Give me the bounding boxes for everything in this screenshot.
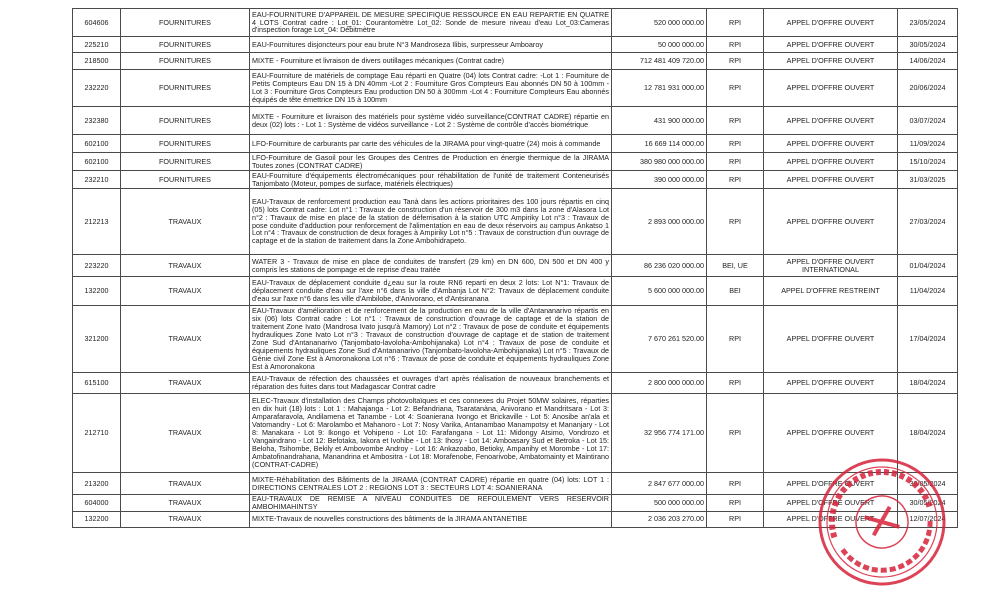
row-type: FOURNITURES — [121, 53, 250, 70]
table-row — [73, 171, 958, 189]
row-date: 30/05/2024 — [898, 495, 958, 512]
row-funding-source: RPI — [707, 135, 764, 153]
row-funding-source: RPI — [707, 394, 764, 473]
row-type: TRAVAUX — [121, 255, 250, 277]
row-code: 225210 — [73, 37, 121, 53]
row-code: 602100 — [73, 153, 121, 171]
row-amount: 7 670 261 520.00 — [612, 306, 707, 373]
row-amount: 12 781 931 000.00 — [612, 70, 707, 107]
row-procurement-mode: APPEL D'OFFRE OUVERT — [764, 70, 898, 107]
row-procurement-mode: APPEL D'OFFRE OUVERT — [764, 473, 898, 495]
row-type: TRAVAUX — [121, 495, 250, 512]
row-type: TRAVAUX — [121, 189, 250, 255]
row-amount: 2 800 000 000.00 — [612, 373, 707, 394]
row-code: 604606 — [73, 9, 121, 37]
row-amount: 380 980 000 000.00 — [612, 153, 707, 171]
procurement-table — [72, 8, 958, 528]
row-procurement-mode: APPEL D'OFFRE OUVERT — [764, 107, 898, 135]
row-funding-source: RPI — [707, 107, 764, 135]
row-code: 615100 — [73, 373, 121, 394]
row-procurement-mode: APPEL D'OFFRE RESTREINT — [764, 277, 898, 306]
row-procurement-mode: APPEL D'OFFRE OUVERT — [764, 373, 898, 394]
procurement-table-body — [73, 9, 958, 528]
row-date: 20/06/2024 — [898, 70, 958, 107]
row-amount: 500 000 000.00 — [612, 495, 707, 512]
row-funding-source: RPI — [707, 9, 764, 37]
row-funding-source: RPI — [707, 189, 764, 255]
row-code: 212710 — [73, 394, 121, 473]
row-type: TRAVAUX — [121, 394, 250, 473]
row-date: 31/03/2025 — [898, 171, 958, 189]
row-type: TRAVAUX — [121, 511, 250, 527]
row-description: EAU-Travaux de renforcement production eau Tanà dans les actions prioritaires des 100 jours répartis en cinq (05) lots Contrat cadre: Lot n°1 : Travaux de construction d'un réservoir de 300 m3 dans la zone d'Alasora Lot n°2 : Travaux de mise en place de la station de déferrisation à la station UTC Ampiriky Lot n°3 : Travaux de pose conduite d'adduction pour renforcement de l'alimentation en eau de deux réservoirs au campus Ankatso 1 Lot n°4 : Travaux de construction de deux forages à Ampiriky Lot n°5 : Travaux de construction d'un ouvrage de captage et de la station de traitement dans la Zone Ambohidrapeto. — [250, 189, 612, 255]
table-row — [73, 277, 958, 306]
row-code: 602100 — [73, 135, 121, 153]
table-row — [73, 306, 958, 373]
row-procurement-mode: APPEL D'OFFRE OUVERT — [764, 37, 898, 53]
row-description: EAU-FOURNITURE D'APPAREIL DE MESURE SPECIFIQUE RESSOURCE EN EAU REPARTIE EN QUATRE 4 LOTS Contrat cadre : Lot_01: Courantomètre Lot_02: Sonde de mesure niveau d'eau Lot_03:Cameras d'inspection forage Lot_04: Débitmètre — [250, 9, 612, 37]
table-row — [73, 373, 958, 394]
row-procurement-mode: APPEL D'OFFRE OUVERT — [764, 135, 898, 153]
row-funding-source: RPI — [707, 70, 764, 107]
row-description: ELEC-Travaux d'installation des Champs photovoltaïques et ces connexes du Projet 50MW solaires, réparties en dix huit (18) lots : Lot 1 : Mahajanga - Lot 2: Befandriana, Tsaratanàna, Anivorano et Mandritsara - Lot 3: Amparafaravola, Andilamena et Tanambe - Lot 4: Soanierana Ivongo et Brickaville - Lot 5: Anosibe an'ala et Vatomandry - Lot 6: Marolambo et Mahanoro - Lot 7: Nosy Varika, Antanambao Manampotsy et Mananjary - Lot 8: Manakara - Lot 9: Ikongo et Vohipeno - Lot 10: Farafangana - Lot 11: Midongy Atsimo, Vondrozo et Vangaindrano - Lot 12: Befotaka, Iakora et Ivohibe - Lot 13: Ihosy - Lot 14: Amboasary Sud et Betroka - Lot 15: Beloha, Tsihombe, Bekily et Ambovombe Androy - Lot 16: Ankazoabo, Betioky, Ampanihy et Morombe - Lot 17: Ambatofinandrahana, Manandrina et Ambositra - Lot 18: Morafenobe, Fenoarivobe, Ambatomainty et Maintirano (CONTRAT-CADRE) — [250, 394, 612, 473]
table-row — [73, 107, 958, 135]
row-date: 30/05/2024 — [898, 37, 958, 53]
row-procurement-mode: APPEL D'OFFRE OUVERT — [764, 189, 898, 255]
row-amount: 32 956 774 171.00 — [612, 394, 707, 473]
row-funding-source: RPI — [707, 373, 764, 394]
row-code: 232380 — [73, 107, 121, 135]
row-code: 132200 — [73, 277, 121, 306]
row-type: FOURNITURES — [121, 107, 250, 135]
row-code: 218500 — [73, 53, 121, 70]
row-procurement-mode: APPEL D'OFFRE OUVERT — [764, 495, 898, 512]
row-funding-source: RPI — [707, 511, 764, 527]
row-date: 11/09/2024 — [898, 135, 958, 153]
row-funding-source: RPI — [707, 37, 764, 53]
row-description: EAU-Travaux de réfection des chaussées et ouvrages d'art après réalisation de nouveaux branchements et réparation des fuites dans tout Madagascar Contrat cadre — [250, 373, 612, 394]
row-type: TRAVAUX — [121, 473, 250, 495]
row-funding-source: BEI, UE — [707, 255, 764, 277]
row-code: 212213 — [73, 189, 121, 255]
row-date: 17/04/2024 — [898, 306, 958, 373]
row-amount: 2 847 677 000.00 — [612, 473, 707, 495]
row-type: FOURNITURES — [121, 171, 250, 189]
row-type: FOURNITURES — [121, 37, 250, 53]
procurement-plan-page — [72, 8, 958, 528]
row-amount: 50 000 000.00 — [612, 37, 707, 53]
row-date: 23/05/2024 — [898, 9, 958, 37]
row-date: 30/05/2024 — [898, 473, 958, 495]
row-description: EAU-Fournitures disjoncteurs pour eau brute N°3 Mandroseza Ilibis, surpresseur Amboaroy — [250, 37, 612, 53]
row-procurement-mode: APPEL D'OFFRE OUVERT INTERNATIONAL — [764, 255, 898, 277]
row-type: FOURNITURES — [121, 153, 250, 171]
row-type: TRAVAUX — [121, 277, 250, 306]
row-date: 12/07/2024 — [898, 511, 958, 527]
row-amount: 86 236 020 000.00 — [612, 255, 707, 277]
table-row — [73, 135, 958, 153]
table-row — [73, 70, 958, 107]
row-procurement-mode: APPEL D'OFFRE OUVERT — [764, 306, 898, 373]
table-row — [73, 153, 958, 171]
row-type: FOURNITURES — [121, 9, 250, 37]
row-amount: 2 036 203 270.00 — [612, 511, 707, 527]
row-funding-source: RPI — [707, 306, 764, 373]
table-row — [73, 473, 958, 495]
row-description: EAU-Fourniture de matériels de comptage Eau réparti en Quatre (04) lots Contrat cadre: -Lot 1 : Fourniture de Petits Compteurs Eau DN 15 à DN 40mm -Lot 2 : Fourniture Gros Compteurs Eau abonnés DN 50 à 100mm -Lot 3 : Fourniture Gros Compteurs Eau production DN 50 à 300mm -Lot 4 : Fourniture Compteurs Eau abonnés équipés de tête émettrice DN 15 à 100mm — [250, 70, 612, 107]
row-description: WATER 3 - Travaux de mise en place de conduites de transfert (29 km) en DN 600, DN 500 et DN 400 y compris les stations de pompage et de reprise d'eau traitée — [250, 255, 612, 277]
row-date: 18/04/2024 — [898, 373, 958, 394]
table-row — [73, 255, 958, 277]
table-row — [73, 511, 958, 527]
row-procurement-mode: APPEL D'OFFRE OUVERT — [764, 394, 898, 473]
row-date: 11/04/2024 — [898, 277, 958, 306]
row-code: 232220 — [73, 70, 121, 107]
row-amount: 431 900 000.00 — [612, 107, 707, 135]
row-code: 213200 — [73, 473, 121, 495]
table-row — [73, 53, 958, 70]
row-funding-source: RPI — [707, 53, 764, 70]
row-date: 03/07/2024 — [898, 107, 958, 135]
row-amount: 2 893 000 000.00 — [612, 189, 707, 255]
row-code: 232210 — [73, 171, 121, 189]
row-description: MIXTE-Réhabilitation des Bâtiments de la JIRAMA (CONTRAT CADRE) répartie en quatre (04) lots: LOT 1 : DIRECTIONS CENTRALES LOT 2 : REGIONS LOT 3 : SECTEURS LOT 4: SOANIERANA — [250, 473, 612, 495]
row-code: 321200 — [73, 306, 121, 373]
table-row — [73, 37, 958, 53]
table-row — [73, 189, 958, 255]
row-date: 01/04/2024 — [898, 255, 958, 277]
row-funding-source: RPI — [707, 153, 764, 171]
row-date: 14/06/2024 — [898, 53, 958, 70]
row-code: 132200 — [73, 511, 121, 527]
row-description: MIXTE - Fourniture et livraison de divers outillages mécaniques (Contrat cadre) — [250, 53, 612, 70]
row-amount: 16 669 114 000.00 — [612, 135, 707, 153]
row-description: MIXTE-Travaux de nouvelles constructions des bâtiments de la JIRAMA ANTANETIBE — [250, 511, 612, 527]
row-type: TRAVAUX — [121, 373, 250, 394]
row-date: 15/10/2024 — [898, 153, 958, 171]
row-code: 223220 — [73, 255, 121, 277]
row-description: EAU-Travaux de déplacement conduite d¿eau sur la route RN6 reparti en deux 2 lots: Lot N°1: Travaux de déplacement conduite d'eau sur l'axe n°6 dans la ville d'Ambanja Lot N°2: Travaux de déplacement conduite d'eau sur l'axe n°6 dans les ville d'Ambilobe, d'Anivorano, et d'Antsiranana — [250, 277, 612, 306]
row-funding-source: RPI — [707, 495, 764, 512]
row-type: FOURNITURES — [121, 70, 250, 107]
row-procurement-mode: APPEL D'OFFRE OUVERT — [764, 9, 898, 37]
row-funding-source: RPI — [707, 171, 764, 189]
row-type: TRAVAUX — [121, 306, 250, 373]
table-row — [73, 394, 958, 473]
row-code: 604000 — [73, 495, 121, 512]
row-description: EAU-TRAVAUX DE REMISE A NIVEAU CONDUITES DE REFOULEMENT VERS RESERVOIR AMBOHIMAHINTSY — [250, 495, 612, 512]
row-description: LFO-Fourniture de carburants par carte des véhicules de la JIRAMA pour vingt-quatre (24) mois à commande — [250, 135, 612, 153]
row-amount: 712 481 409 720.00 — [612, 53, 707, 70]
row-procurement-mode: APPEL D'OFFRE OUVERT — [764, 53, 898, 70]
row-description: LFO-Fourniture de Gasoil pour les Groupes des Centres de Production en énergie thermique de la JIRAMA Toutes zones (CONTRAT CADRE) — [250, 153, 612, 171]
row-description: EAU-Travaux d'amélioration et de renforcement de la production en eau de la ville d'Antananarivo répartis en six (06) lots Contrat cadre : Lot n°1 : Travaux de construction d'ouvrage de captage et de la station de traitement Zone Ivato (Mandrosa Ivato jusqu'à Mamory) Lot n°2 : Travaux de pose de conduite et équipements hydrauliques Zone Ivato Lot n°3 : Travaux de construction d'ouvrage de captage et de station de traitement Zone Sud d'Antananarivo (Tanjombato-lavoloha-Ambohijanaka) Lot n°4 : Travaux de pose de conduite et équipements hydrauliques Zone Sud d'Antananarivo (Tanjombato-lavoloha-Ambohijanaka) Lot n°5 : Travaux de Génie civil Zone Est à Amoronakona Lot n°6 : Travaux de pose de conduite et équipements hydrauliques Zone Est à Amoronakona — [250, 306, 612, 373]
row-funding-source: BEI — [707, 277, 764, 306]
row-description: MIXTE - Fourniture et livraison des matériels pour système vidéo surveillance(CONTRAT CADRE) répartie en deux (02) lots : - Lot 1 : Système de vidéos surveillance - Lot 2 : Système de contrôle d'accès biométrique — [250, 107, 612, 135]
row-funding-source: RPI — [707, 473, 764, 495]
row-procurement-mode: APPEL D'OFFRE OUVERT — [764, 511, 898, 527]
row-amount: 5 600 000 000.00 — [612, 277, 707, 306]
table-row — [73, 495, 958, 512]
row-date: 27/03/2024 — [898, 189, 958, 255]
row-amount: 520 000 000.00 — [612, 9, 707, 37]
row-type: FOURNITURES — [121, 135, 250, 153]
row-description: EAU-Fourniture d'équipements électromécaniques pour réhabilitation de l'unité de traitement Conteneurisés Tanjombato (Moteur, pompes de surface, matériels électriques) — [250, 171, 612, 189]
row-amount: 390 000 000.00 — [612, 171, 707, 189]
row-procurement-mode: APPEL D'OFFRE OUVERT — [764, 153, 898, 171]
row-procurement-mode: APPEL D'OFFRE OUVERT — [764, 171, 898, 189]
table-row — [73, 9, 958, 37]
row-date: 18/04/2024 — [898, 394, 958, 473]
